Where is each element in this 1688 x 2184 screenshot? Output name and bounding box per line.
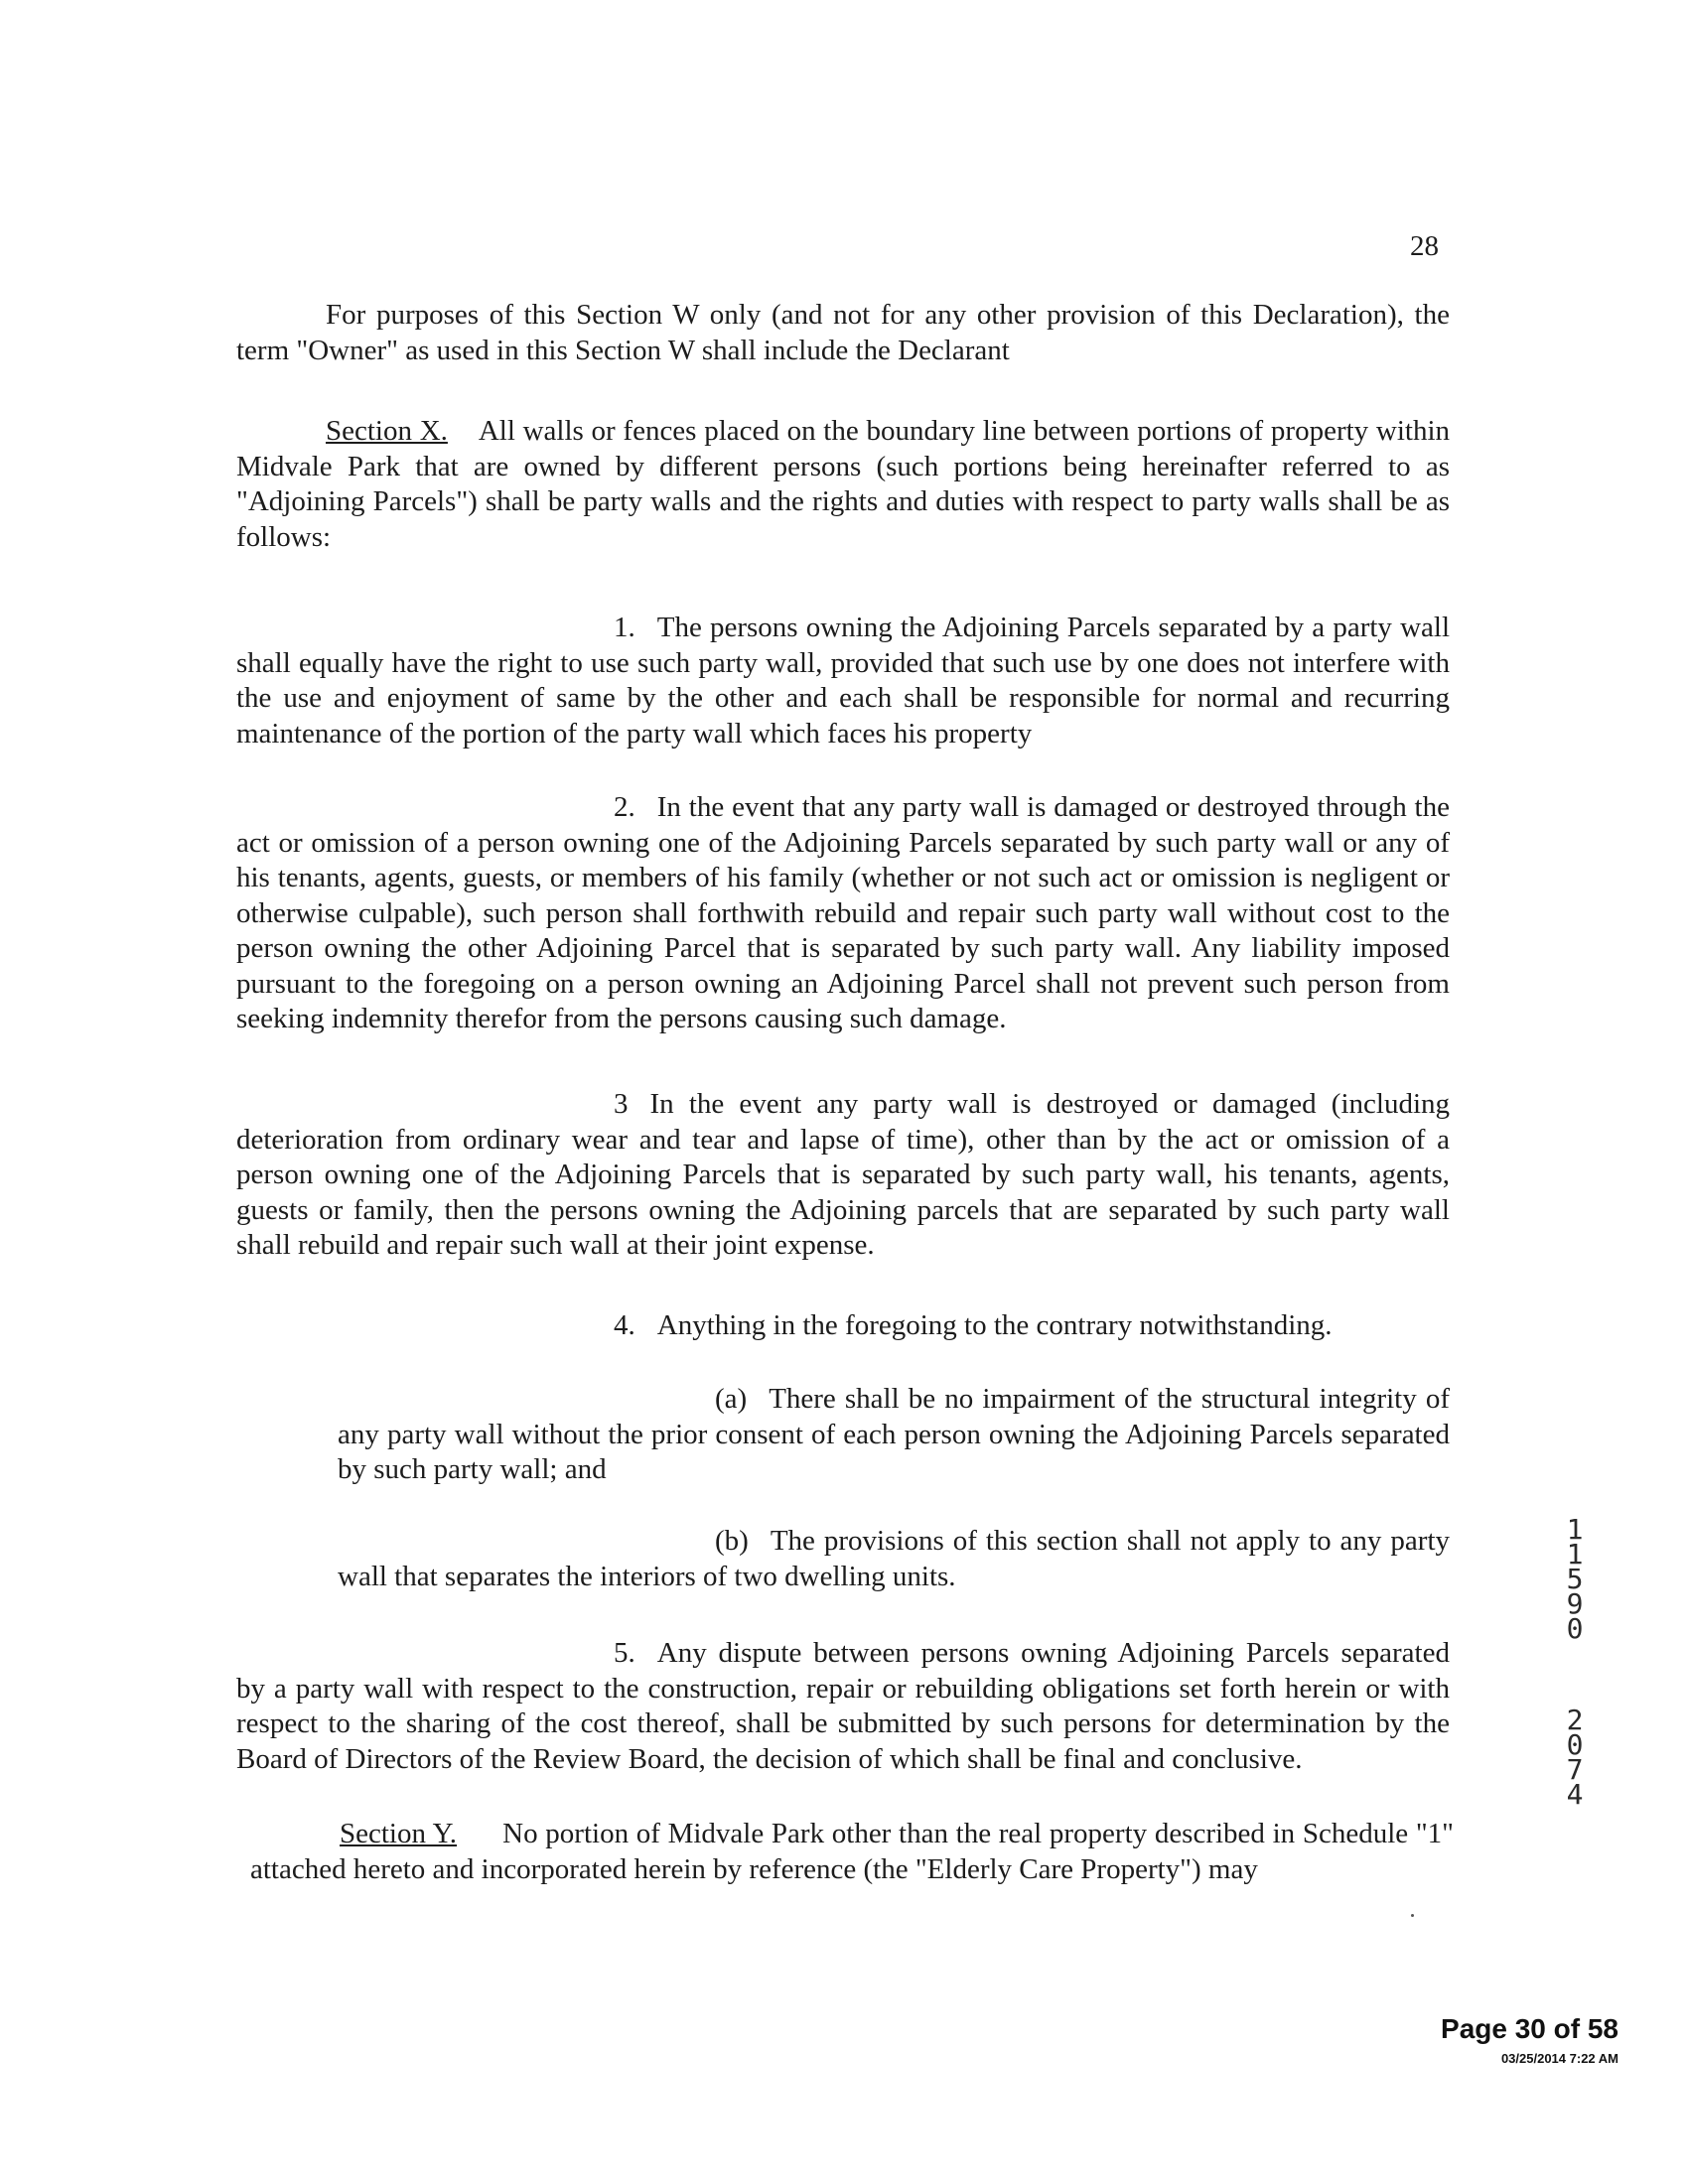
stamp-digit: 2 — [1566, 1704, 1584, 1736]
stamp-digit: 1 — [1566, 1513, 1584, 1546]
item-3-number: 3 — [614, 1088, 629, 1120]
margin-stamp-top — [1561, 1513, 1589, 1645]
item-4-paragraph — [236, 1308, 1450, 1344]
item-4b-text: The provisions of this section shall not apply to any party wall that separates the interiors of two dwelling units. — [338, 1525, 1450, 1592]
section-y-label: Section Y. — [340, 1818, 458, 1849]
item-5-paragraph — [236, 1636, 1450, 1777]
section-x-label: Section X. — [326, 415, 448, 447]
item-2-number: 2. — [614, 791, 635, 823]
intro-paragraph: For purposes of this Section W only (and not for any other provision of this Declaration), the term "Owner" as used in this Section W shall include the Declarant — [236, 299, 1450, 366]
stamp-digit: 9 — [1566, 1587, 1584, 1620]
item-4b-paragraph — [338, 1524, 1450, 1594]
footer-timestamp: 03/25/2014 7:22 AM — [1500, 2051, 1618, 2066]
section-y-paragraph — [250, 1817, 1454, 1887]
page-number: 28 — [1410, 230, 1439, 262]
stamp-digit: 0 — [1566, 1728, 1584, 1761]
item-3-paragraph — [236, 1087, 1450, 1264]
section-y-text: No portion of Midvale Park other than the real property described in Schedule "1" attached hereto and incorporated herein by reference (the "Elderly Care Property") may — [250, 1818, 1455, 1885]
stamp-digit: 1 — [1566, 1538, 1584, 1570]
stamp-digit: 0 — [1566, 1612, 1584, 1645]
stamp-digit: 4 — [1566, 1778, 1584, 1811]
item-5-number: 5. — [614, 1637, 635, 1669]
margin-stamp-bottom — [1561, 1704, 1589, 1811]
item-5-text: Any dispute between persons owning Adjoining Parcels separated by a party wall with respect to the construction, repair or rebuilding obligations set forth herein or with respect to the sharing of the cost thereof, shall be submitted by such persons for determination by the Board of Directors of the Review Board, the decision of which shall be final and conclusive. — [236, 1637, 1450, 1775]
scan-speck — [1411, 1914, 1414, 1917]
item-4a-paragraph — [338, 1382, 1450, 1488]
item-4b-number: (b) — [715, 1525, 749, 1557]
section-x-text: All walls or fences placed on the boundary line between portions of property within Midvale Park that are owned by different persons (such portions being hereinafter referred to as "Adjoining Parcels") shall be party walls and the rights and duties with respect to party walls shall be as follows: — [236, 415, 1451, 553]
item-4a-number: (a) — [715, 1383, 748, 1415]
footer-page-label: Page 30 of 58 — [1441, 2013, 1618, 2044]
item-4-number: 4. — [614, 1309, 635, 1341]
item-2-paragraph — [236, 790, 1450, 1037]
stamp-digit: 7 — [1566, 1753, 1584, 1786]
stamp-digit: 5 — [1566, 1563, 1584, 1595]
item-1-paragraph — [236, 611, 1450, 751]
item-2-text: In the event that any party wall is damaged or destroyed through the act or omission of a person owning one of the Adjoining Parcels separated by such party wall or any of his tenants, agents, guests, or members of his family (whether or not such act or omission is negligent or otherwise culpable), such person shall forthwith rebuild and repair such party wall without cost to the person owning the other Adjoining Parcel that is separated by such party wall. Any liability imposed pursuant to the foregoing on a person owning an Adjoining Parcel shall not prevent such person from seeking indemnity therefor from the persons causing such damage. — [236, 791, 1450, 1034]
section-x-paragraph — [236, 414, 1450, 555]
item-1-number: 1. — [614, 612, 635, 643]
item-4-text: Anything in the foregoing to the contrary notwithstanding. — [656, 1309, 1333, 1341]
item-1-text: The persons owning the Adjoining Parcels separated by a party wall shall equally have the right to use such party wall, provided that such use by one does not interfere with the use and enjoyment of same by the other and each shall be responsible for normal and recurring maintenance of the portion of the party wall which faces his property — [236, 612, 1450, 750]
item-4a-text: There shall be no impairment of the structural integrity of any party wall without the prior consent of each person owning the Adjoining Parcels separated by such party wall; and — [338, 1383, 1450, 1485]
item-3-text: In the event any party wall is destroyed or damaged (including deterioration from ordinary wear and tear and lapse of time), other than by the act or omission of a person owning one of the Adjoining Parcels that is separated by such party wall, his tenants, agents, guests or family, then the persons owning the Adjoining parcels that are separated by such party wall shall rebuild and repair such wall at their joint expense. — [236, 1088, 1450, 1261]
